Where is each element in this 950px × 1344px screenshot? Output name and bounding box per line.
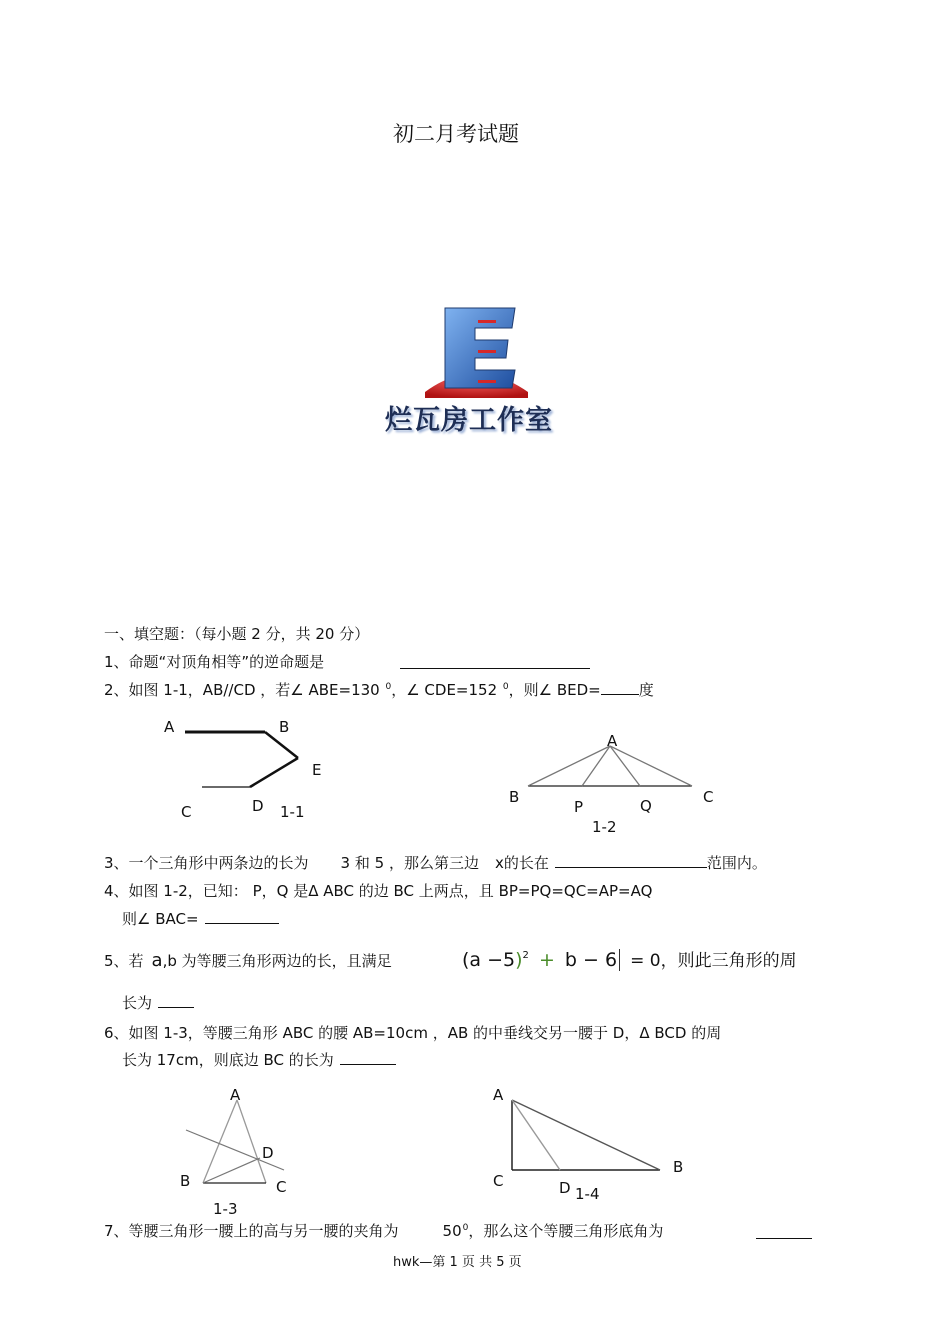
q5-expr-3: = 0，则此三角形的周 bbox=[630, 951, 797, 971]
q2-text-d: 度 bbox=[638, 681, 654, 699]
q2-answer-blank[interactable] bbox=[601, 680, 639, 695]
fig11-label-a: A bbox=[164, 718, 175, 736]
q1-text: 1、命题“对顶角相等”的逆命题是 bbox=[104, 653, 325, 671]
fig14-label-d: D bbox=[559, 1179, 571, 1197]
q7-degree: 0 bbox=[462, 1223, 469, 1233]
figure-1-4 bbox=[512, 1100, 660, 1170]
fig13-label-c: C bbox=[276, 1178, 287, 1196]
q7-text-a: 7、等腰三角形一腰上的高与另一腰的夹角为 bbox=[104, 1222, 399, 1240]
q3-text-d: 范围内。 bbox=[706, 854, 767, 872]
section-heading: 一、填空题：（每小题 2 分，共 20 分） bbox=[104, 625, 370, 643]
q7-text-b: 50 bbox=[442, 1222, 462, 1240]
question-4-line-1: 4、如图 1-2，已知： P，Q 是Δ ABC 的边 BC 上两点，且 BP=PQ=QC=AP=AQ bbox=[104, 882, 653, 900]
fig11-label-e: E bbox=[312, 761, 322, 779]
question-4-line-2 bbox=[122, 908, 279, 929]
question-3 bbox=[104, 852, 767, 873]
fig12-caption: 1-2 bbox=[592, 818, 617, 836]
q3-answer-blank[interactable] bbox=[555, 853, 707, 868]
q7-text-c: ，那么这个等腰三角形底角为 bbox=[468, 1222, 664, 1240]
fig11-caption: 1-1 bbox=[280, 803, 305, 821]
page-title: 初二月考试题 bbox=[393, 122, 519, 146]
figure-1-2 bbox=[528, 746, 692, 786]
question-5-line-2 bbox=[122, 992, 194, 1013]
fig12-label-a: A bbox=[607, 732, 618, 750]
q2-text-a: 2、如图 1-1，AB//CD ，若∠ ABE=130 bbox=[104, 681, 385, 699]
fig13-label-b: B bbox=[180, 1172, 191, 1190]
question-2 bbox=[104, 679, 654, 700]
q5-expr-1: (a −5 bbox=[462, 949, 516, 971]
studio-logo bbox=[380, 300, 570, 440]
figure-1-1 bbox=[185, 732, 298, 787]
q7-answer-blank[interactable] bbox=[756, 1222, 812, 1239]
q3-text-c: 的长在 bbox=[503, 854, 549, 872]
question-6-line-1: 6、如图 1-3，等腰三角形 ABC 的腰 AB=10cm ，AB 的中垂线交另一腰于 D，Δ BCD 的周 bbox=[104, 1024, 722, 1042]
q4-answer-blank[interactable] bbox=[205, 909, 279, 924]
question-6-line-2 bbox=[122, 1049, 396, 1070]
figure-1-3 bbox=[186, 1100, 284, 1183]
q5-answer-blank[interactable] bbox=[158, 993, 194, 1008]
q4-text-b: 则∠ BAC= bbox=[122, 910, 199, 928]
fig14-label-a: A bbox=[493, 1086, 504, 1104]
q5-expr-2: b − 6 bbox=[565, 949, 620, 971]
logo-text: 烂瓦房工作室 bbox=[385, 405, 553, 436]
fig11-label-c: C bbox=[181, 803, 192, 821]
q2-text-c: ，则∠ BED= bbox=[508, 681, 601, 699]
q2-degree-2: 0 bbox=[502, 682, 509, 692]
fig13-label-a: A bbox=[230, 1086, 241, 1104]
q3-text-b: 3 和 5 ，那么第三边 bbox=[340, 854, 479, 872]
question-7 bbox=[104, 1220, 663, 1241]
q2-text-b: ，∠ CDE=152 bbox=[391, 681, 502, 699]
question-5 bbox=[104, 950, 392, 971]
fig13-caption: 1-3 bbox=[213, 1200, 238, 1218]
q5-plus: + bbox=[538, 949, 555, 971]
question-1 bbox=[104, 651, 324, 672]
q5-var-a: a bbox=[151, 950, 163, 971]
fig14-label-c: C bbox=[493, 1172, 504, 1190]
q6-answer-blank[interactable] bbox=[340, 1050, 396, 1065]
page-footer: hwk—第 1 页 共 5 页 bbox=[393, 1255, 522, 1270]
q5-exponent: 2 bbox=[522, 950, 529, 961]
fig12-label-p: P bbox=[574, 798, 584, 816]
q3-text-a: 3、一个三角形中两条边的长为 bbox=[104, 854, 309, 872]
fig14-label-b: B bbox=[673, 1158, 684, 1176]
q5-equation bbox=[462, 946, 797, 971]
fig11-label-d: D bbox=[252, 797, 264, 815]
q6-text-b: 长为 17cm，则底边 BC 的长为 bbox=[122, 1051, 334, 1069]
fig12-label-q: Q bbox=[640, 797, 652, 815]
fig12-label-b: B bbox=[509, 788, 520, 806]
q5-text-c: 长为 bbox=[122, 994, 153, 1012]
q1-answer-blank[interactable] bbox=[400, 651, 590, 669]
fig14-caption: 1-4 bbox=[575, 1185, 600, 1203]
fig13-label-d: D bbox=[262, 1144, 274, 1162]
q5-text-b: ,b 为等腰三角形两边的长，且满足 bbox=[162, 952, 392, 970]
q3-var-x: x bbox=[494, 854, 504, 872]
fig11-label-b: B bbox=[279, 718, 290, 736]
q5-text-a: 5、若 bbox=[104, 952, 144, 970]
fig12-label-c: C bbox=[703, 788, 714, 806]
q5-paren: ) bbox=[515, 949, 523, 971]
q2-degree-1: 0 bbox=[385, 682, 392, 692]
